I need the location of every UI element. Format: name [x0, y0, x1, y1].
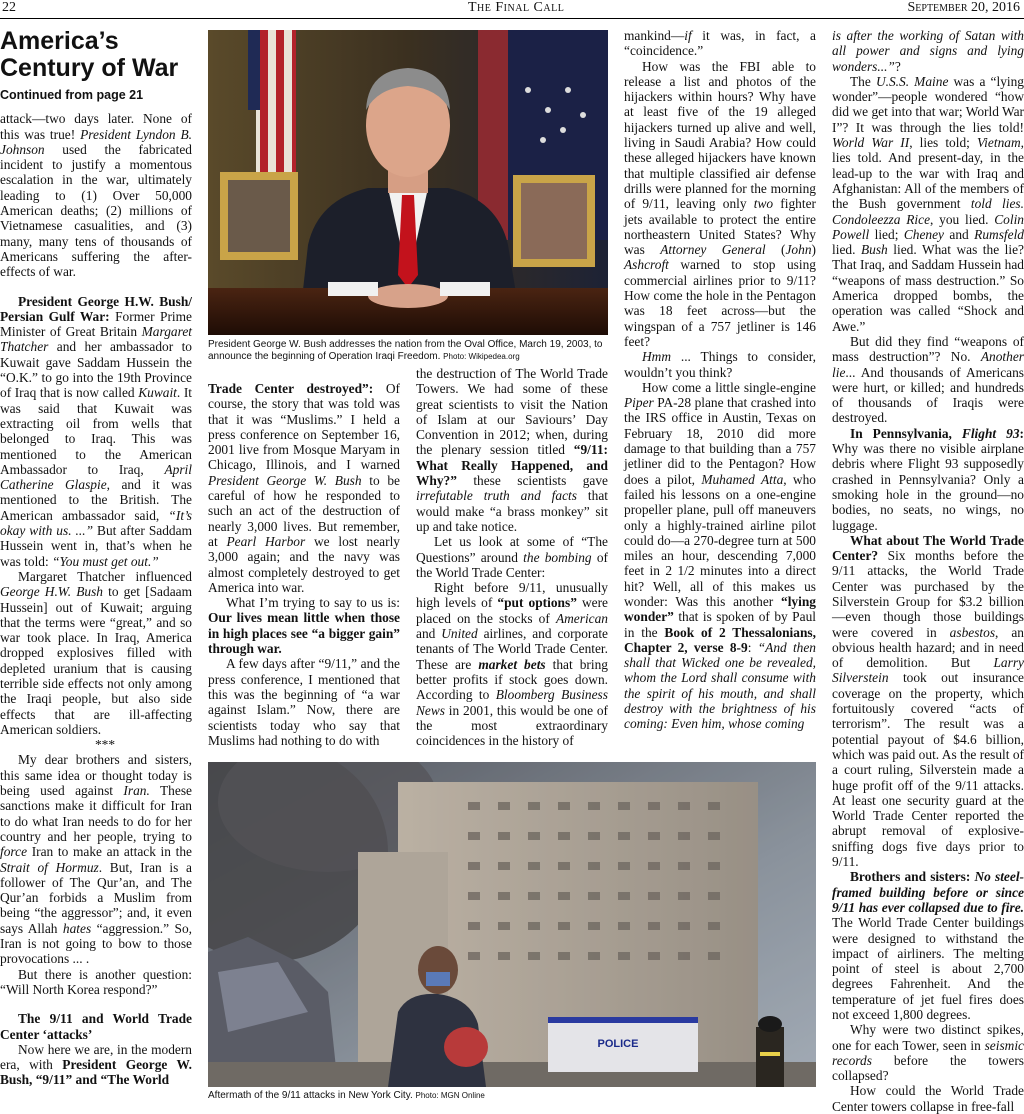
photo-caption-top: President George W. Bush addresses the nation from the Oval Office, March 19, 2003, to announce the beginning of Operation Iraqi Freedom. Photo: Wikipedea.org	[208, 339, 603, 362]
column-1: America’s Century of War Continued from page 21 attack—two days later. None of this was true! President Lyndon B. Johnson used the fabricated incident to justify a momentous escalation in the war, ultimately leading to (1) Over 50,000 American deaths; (2) millions of Vietnamese casualities, and (3) many, many tens of thousands of Americans suffering the after-effects of war. President George H.W. Bush/ Persian Gulf War: Former Prime Minister of Great Britain Margaret Thatcher and her ambassador to Kuwait gave Saddam Hussein the “O.K.” to go into the 19th Province of Iraq that is now called Kuwait. It was said that Kuwait was extracting oil from wells that belonged to Iraq. This was mentioned to the American Ambassador to Iraq, April Catherine Glaspie, and it was mentioned to the British. The American ambassador said, “It’s okay with us. ...” But after Saddam Hussein went in, that’s when he was told: “You must get out.” Margaret Thatcher influenced George H.W. Bush to get [Sadaam Hussein] out of Kuwait; arguing that the terms were “great,” and so war took place. In Iraq, America dropped explosives filled with depleted uranium that is causing terrible side effects not only among the Iraqi people, but also side effects that are ill-affecting American soldiers. *** My dear brothers and sisters, this same idea or thought today is being used against Iran. These sanctions make it difficult for Iran to do what Iran needs to do for her country and her people, trying to force Iran to make an attack in the Strait of Hormuz. But, Iran is a follower of The Qur’an, and The Qur’an forbids a Muslim from being “the aggressor”; and, it even says Allah hates “aggression.” So, Iran is not going to bow to those provocations ... . But there is another question: “Will North Korea respond?” The 9/11 and World Trade Center ‘attacks’ Now here we are, in the modern era, with President George W. Bush, “9/11” and “The World	[0, 27, 193, 1088]
column-3: the destruction of The World Trade Towers. We had some of these great scientists to visit the Nation of Islam at our Saviours’ Day Convention in 2012; when, during the plenary session titled “9/11: What Really Happened, and Why?” these scientists gave irrefutable truth and facts that would make “a brass monkey” sit up and take notice. Let us look at some of “The Questions” around the bombing of the World Trade Center: Right before 9/11, unusually high levels of “put options” were placed on the stocks of American and United airlines, and corporate tenants of The World Trade Center. These are market bets that bring better profits if stock goes down. According to Bloomberg Business News in 2001, this would be one of the most extraordinary coincidences in the history of	[416, 366, 608, 749]
publication-name: The Final Call	[468, 0, 565, 15]
column-2: Trade Center destroyed”: Of course, the story that was told was that it was “Muslims.” I held a press conference on September 16, 2001 live from Mosque Maryam in Chicago, Illinois, and I warned President George W. Bush to be careful of how he responded to such an act of the destruction of nearly 3,000 lives. But remember, at Pearl Harbor we lost nearly 3,000 again; and the navy was almost completely destroyed to get America into war. What I’m trying to say to us is: Our lives mean little when those in high places see “a bigger gain” through war. A few days after “9/11,” and the press conference, I mentioned that this was the beginning of “a war against Islam.” Now, there are scientists today who say that Muslims had nothing to do with	[208, 381, 401, 748]
continued-note: Continued from page 21	[0, 88, 144, 102]
page-number: 22	[2, 0, 16, 15]
bush-oval-office-photo	[208, 30, 608, 335]
column-4: mankind—if it was, in fact, a “coincidence.” How was the FBI able to release a list and photos of the hijackers within hours? Why have at least five of the 19 alleged hijackers turned up alive and well, living in Saudi Arabia? How could these alleged hijackers have known that multiple classified air defense drills were planned for the morning of 9/11, leaving only two fighter jets available to protect the entire northeastern United States? Why was Attorney General (John) Ashcroft warned to stop using commercial airlines prior to 9/11? How come the hole in the Pentagon was 18 feet across—but the wingspan of a 757 jetliner is 146 feet? Hmm ... Things to consider, wouldn’t you think? How come a little single-engine Piper PA-28 plane that crashed into the IRS office in Austin, Texas on February 18, 2010 did more damage to that building than a 757 jetliner did to the Pentagon? How does a pilot, Muhamed Atta, who failed his lessons on a one-engine propeller plane, pull off maneuvers only a highly-trained airline pilot could do—a 270-degree turn at 500 miles an hour, descending 7,000 feet in 2 1/2 minutes into a direct hit? Well, all of this makes us wonder: Was this another “lying wonder” that is spoken of by Paul in the Book of 2 Thessalonians, Chapter 2, verse 8-9: “And then shall that Wicked one be revealed, whom the Lord shall consume with the spirit of his mouth, and shall destroy with the brightness of his coming: Even him, whose coming	[624, 28, 817, 732]
page-header	[0, 0, 1024, 19]
photo-caption-bottom: Aftermath of the 9/11 attacks in New York City. Photo: MGN Online	[208, 1090, 485, 1101]
police-sign: POLICE	[597, 1038, 639, 1050]
column-5: is after the working of Satan with all power and signs and lying wonders...”? The U.S.S. Maine was a “lying wonder”—people wondered “how did we get into that war; World War I”? It was through the lies told! World War II, lies told; Vietnam, lies told. And present-day, in the lead-up to the war with Iraq and Afghanistan: All of the members of the Bush government told lies. Condoleezza Rice, you lied. Colin Powell lied; Cheney and Rumsfeld lied. Bush lied. What was the lie? That Iraq, and Saddam Hussein had “weapons of mass destruction.” So America dropped bombs, the operation was called “Shock and Awe.” But did they find “weapons of mass destruction”? No. Another lie... And thousands of Americans were hurt, or killed; and hundreds of thousands of Iraqis were destroyed. In Pennsylvania, Flight 93: Why was there no visible airplane debris where Flight 93 supposedly crashed in Pennsylvania? Only a smoking hole in the ground—no bodies, no seats, no wings, no luggage. What about The World Trade Center? Six months before the 9/11 attacks, the World Trade Center was purchased by the Silverstein Group for $3.2 billion—even though those buildings were covered in asbestos, an obvious health hazard; and in need of demolition. But Larry Silverstein took out insurance coverage on the property, which fortuitously covered “acts of terrorism”. The result was a potential payout of $4.6 billion, which was paid out. As the result of a court ruling, Silverstein made a huge profit off of the 9/11 attacks. At least one security guard at the World Trade Center reported the abrupt removal of explosive-sniffing dogs five days prior to 9/11. Brothers and sisters: No steel-framed building before or since 9/11 has ever collapsed due to fire. The World Trade Center buildings were designed to withstand the impact of airliners. The melting point of steel is about 2,700 degrees Fahrenheit. And the temperature of jet fuel fires does not exceed 1,800 degrees. Why were two distinct spikes, one for each Tower, seen in seismic records before the towers collapsed? How could the World Trade Center towers collapse in free-fall	[832, 28, 1024, 1114]
wtc-aftermath-photo	[208, 762, 816, 1087]
article-title: America’s Century of War	[0, 27, 179, 82]
issue-date: September 20, 2016	[907, 0, 1020, 15]
